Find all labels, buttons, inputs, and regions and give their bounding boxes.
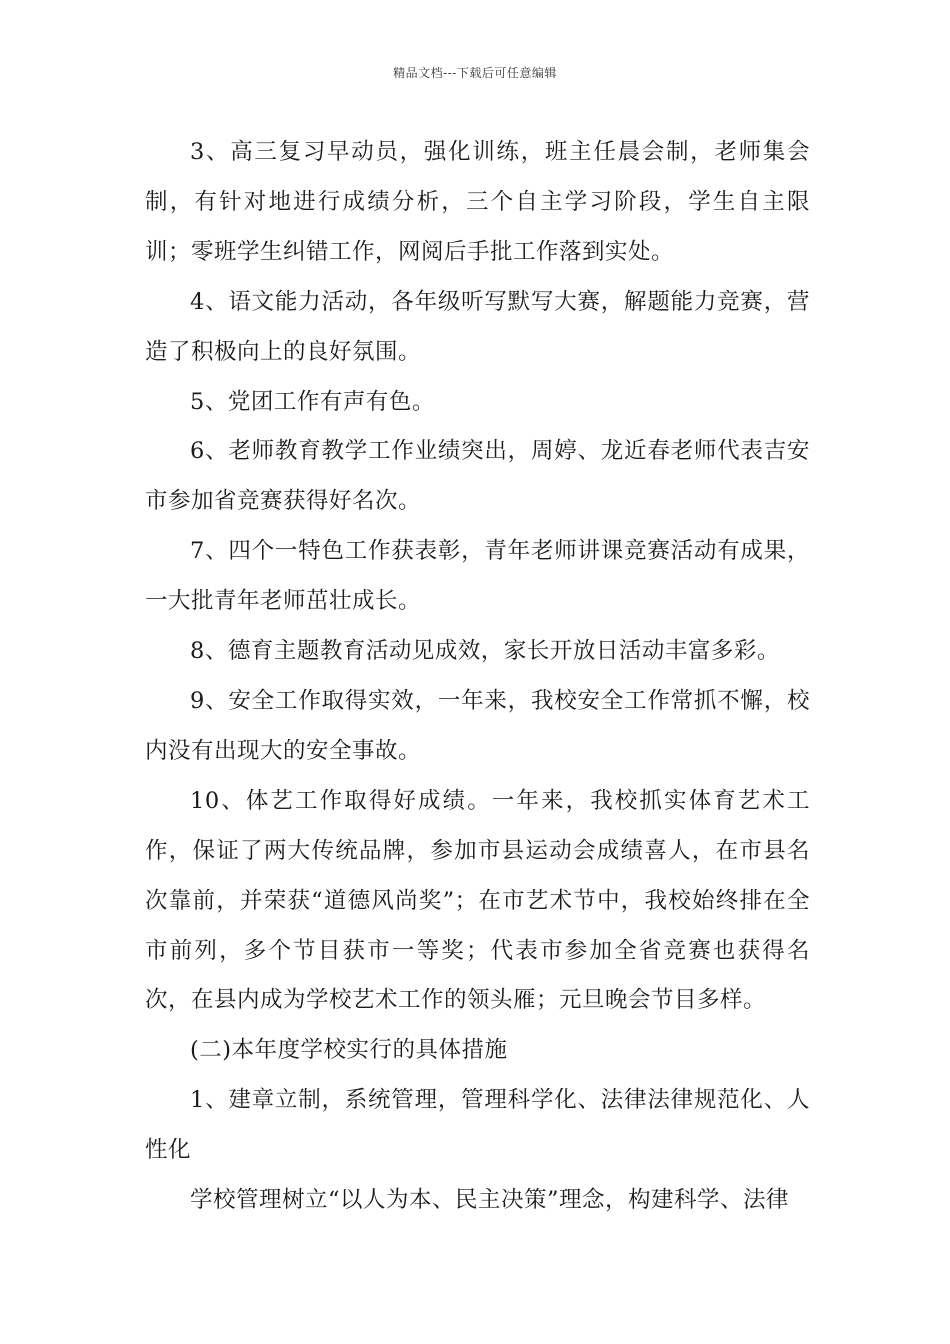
measure-1-body: 学校管理树立“以人为本、民主决策”理念，构建科学、法律 — [190, 1187, 790, 1214]
paragraph-7: 7、四个一特色工作获表彰，青年老师讲课竞赛活动有成果，一大批青年老师茁壮成长。 — [145, 538, 810, 615]
document-body — [145, 128, 810, 1226]
paragraph-4: 4、语文能力活动，各年级听写默写大赛，解题能力竞赛，营造了积极向上的良好氛围。 — [145, 288, 810, 365]
paragraph-8: 8、德育主题教育活动见成效，家长开放日活动丰富多彩。 — [190, 638, 780, 665]
section-heading: (二)本年度学校实行的具体措施 — [190, 1037, 508, 1064]
paragraph-3: 3、高三复习早动员，强化训练，班主任晨会制，老师集会制，有针对地进行成绩分析，三个自主学习阶段，学生自主限训；零班学生纠错工作，网阅后手批工作落到实处。 — [145, 139, 810, 265]
paragraph-5: 5、党团工作有声有色。 — [190, 388, 435, 415]
page-header: 精品文档---下载后可任意编辑 — [393, 66, 557, 80]
measure-1-heading: 1、建章立制，系统管理，管理科学化、法律法律规范化、人性化 — [145, 1087, 810, 1164]
paragraph-10: 10、体艺工作取得好成绩。一年来，我校抓实体育艺术工作，保证了两大传统品牌，参加市县运动会成绩喜人，在市县名次靠前，并荣获“道德风尚奖”；在市艺术节中，我校始终排在全市前列，多个节目获市一等奖；代表市参加全省竞赛也获得名次，在县内成为学校艺术工作的领头雁；元旦晚会节目多样。 — [145, 787, 810, 1014]
paragraph-9: 9、安全工作取得实效，一年来，我校安全工作常抓不懈，校内没有出现大的安全事故。 — [145, 687, 810, 764]
paragraph-6: 6、老师教育教学工作业绩突出，周婷、龙近春老师代表吉安市参加省竞赛获得好名次。 — [145, 438, 810, 515]
